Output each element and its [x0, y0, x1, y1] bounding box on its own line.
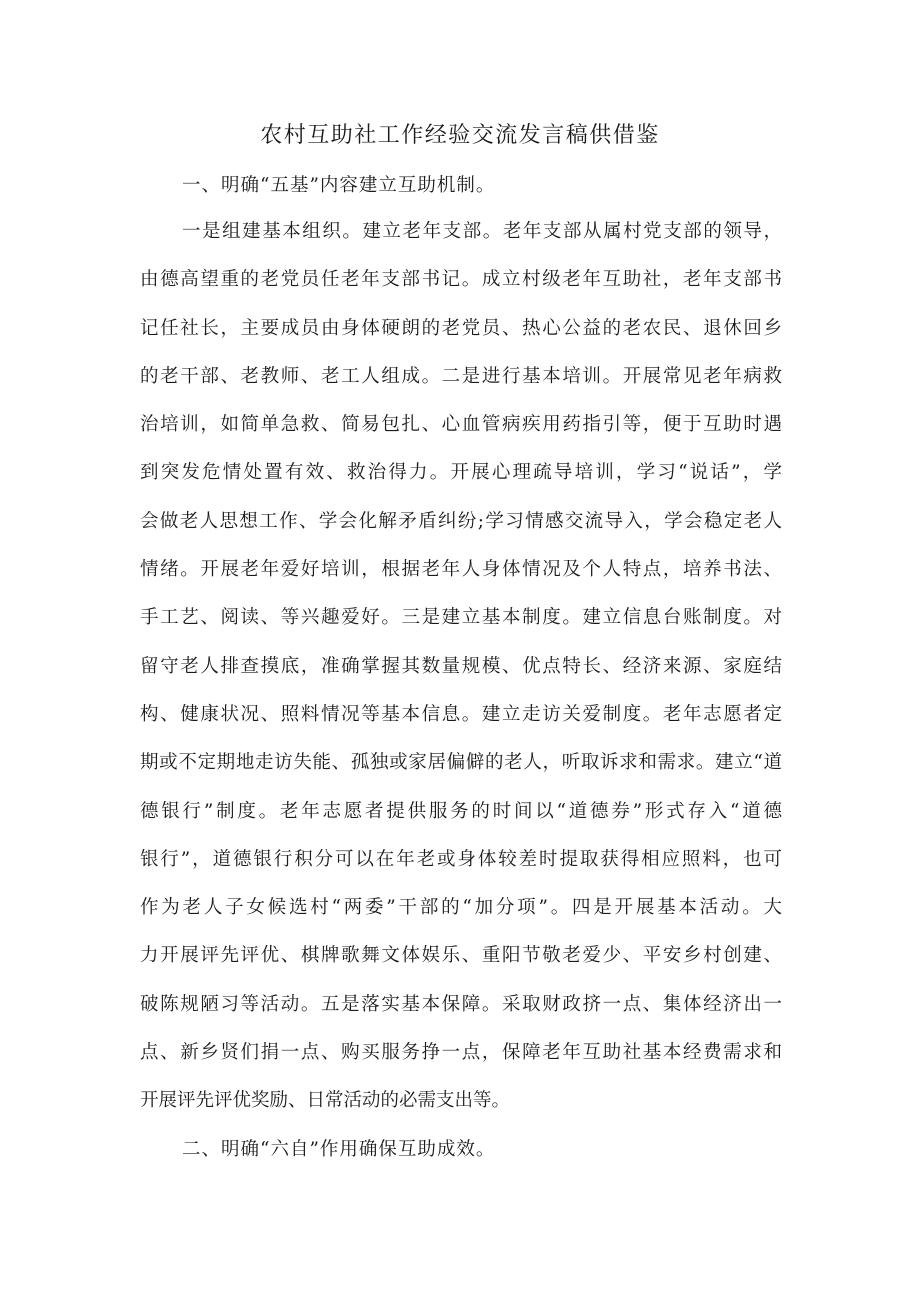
- body-paragraph-1: [140, 208, 782, 1126]
- paragraph-line: 记任社长，主要成员由身体硬朗的老党员、热心公益的老农民、退休回乡: [140, 317, 782, 339]
- paragraph-line: 由德高望重的老党员任老年支部书记。成立村级老年互助社，老年支部书: [140, 269, 782, 291]
- section-heading-2: 二、明确“六自”作用确保互助成效。: [182, 1139, 496, 1160]
- paragraph-line: 破陈规陋习等活动。五是落实基本保障。采取财政挤一点、集体经济出一: [140, 993, 782, 1015]
- paragraph-line: 手工艺、阅读、等兴趣爱好。三是建立基本制度。建立信息台账制度。对: [140, 607, 782, 629]
- paragraph-line: 一是组建基本组织。建立老年支部。老年支部从属村党支部的领导，: [182, 221, 782, 242]
- paragraph-line: 作为老人子女候选村“两委”干部的“加分项”。四是开展基本活动。大: [140, 897, 782, 919]
- paragraph-line: 会做老人思想工作、学会化解矛盾纠纷;学习情感交流导入，学会稳定老人: [140, 510, 782, 532]
- paragraph-line: 留守老人排查摸底，准确掌握其数量规模、优点特长、经济来源、家庭结: [140, 655, 782, 677]
- paragraph-line: 期或不定期地走访失能、孤独或家居偏僻的老人，听取诉求和需求。建立“道: [140, 752, 782, 774]
- paragraph-line: 银行”，道德银行积分可以在年老或身体较差时提取获得相应照料，也可: [140, 848, 782, 870]
- paragraph-line: 德银行”制度。老年志愿者提供服务的时间以“道德券”形式存入“道德: [140, 800, 782, 822]
- paragraph-line: 力开展评先评优、棋牌歌舞文体娱乐、重阳节敬老爱少、平安乡村创建、: [140, 945, 782, 967]
- paragraph-line: 开展评先评优奖励、日常活动的必需支出等。: [140, 1090, 511, 1112]
- paragraph-line: 的老干部、老教师、老工人组成。二是进行基本培训。开展常见老年病救: [140, 365, 782, 387]
- document-title: 农村互助社工作经验交流发言稿供借鉴: [260, 123, 660, 148]
- paragraph-line: 情绪。开展老年爱好培训，根据老年人身体情况及个人特点，培养书法、: [140, 559, 782, 581]
- paragraph-line: 点、新乡贤们捐一点、购买服务挣一点，保障老年互助社基本经费需求和: [140, 1042, 782, 1064]
- paragraph-line: 构、健康状况、照料情况等基本信息。建立走访关爱制度。老年志愿者定: [140, 703, 782, 725]
- section-heading-1: 一、明确“五基”内容建立互助机制。: [182, 175, 496, 196]
- paragraph-line: 到突发危情处置有效、救治得力。开展心理疏导培训，学习“说话”，学: [140, 462, 782, 484]
- paragraph-line: 治培训，如简单急救、简易包扎、心血管病疾用药指引等，便于互助时遇: [140, 414, 782, 436]
